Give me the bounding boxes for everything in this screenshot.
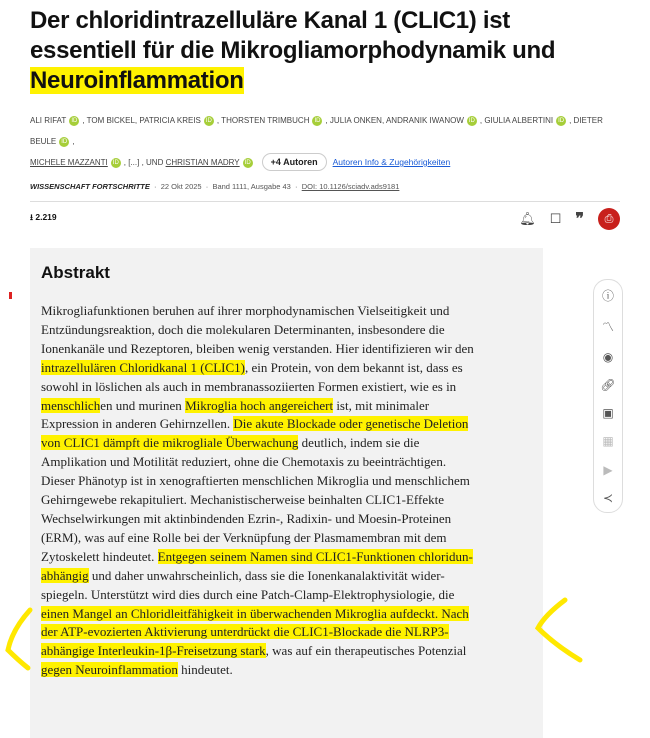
orcid-icon[interactable]: ID xyxy=(468,117,475,124)
bookmark-icon[interactable]: ☐ xyxy=(549,211,562,226)
text-segment: sowohl in löslichen als auch in membranassoziierten Formen existiert, wie es in xyxy=(41,378,457,394)
highlighted-text: Mikroglia hoch angereichert xyxy=(185,397,334,413)
abstract-line xyxy=(41,434,536,453)
abstract-line xyxy=(41,567,536,586)
text-segment: Amplikation und Motilität reduziert, ohne die Chemotaxis zu beeinträchtigen. xyxy=(41,454,447,470)
text-segment: spiegeln. Unterstützt wird dies durch eine Patch-Clamp-Elektrophysiologie, die xyxy=(41,586,455,602)
author[interactable]: , JULIA ONKEN, ANDRANIK IWANOW xyxy=(325,116,464,125)
journal-name[interactable]: WISSENSCHAFT FORTSCHRITTE xyxy=(30,182,150,191)
text-segment: ist, mit minimaler xyxy=(333,397,430,413)
abstract-line xyxy=(41,359,536,378)
table-icon[interactable]: ▦ xyxy=(602,434,614,449)
more-authors-button[interactable]: +4 Autoren xyxy=(262,153,327,171)
pdf-icon[interactable]: ⎙ xyxy=(598,208,620,230)
abstract-section xyxy=(30,248,543,738)
action-row xyxy=(30,206,620,232)
author[interactable]: MICHELE MAZZANTI xyxy=(30,158,108,167)
abstract-line xyxy=(41,472,536,491)
text-segment: , was auf ein therapeutisches Potenzial xyxy=(265,643,467,659)
author[interactable]: , TOM BICKEL, PATRICIA KREIS xyxy=(82,116,201,125)
abstract-heading: Abstrakt xyxy=(41,263,110,282)
text-segment: Wechselwirkungen mit aktinbindenden Ezrin-, Radixin- und Moesin-Proteinen xyxy=(41,510,452,526)
volume-issue: Band 1111, Ausgabe 43 xyxy=(212,182,291,191)
orcid-icon[interactable]: ID xyxy=(61,138,68,145)
highlighted-text: Entgegen seinem Namen sind CLIC1-Funktionen chloridun- xyxy=(157,548,473,564)
title-highlight: Neuroinflammation xyxy=(30,67,244,94)
highlighted-text: einen Mangel an Chloridleitfähigkeit in überwachenden Mikroglia aufdeckt. Nach xyxy=(41,605,469,621)
highlighted-text: der ATP-evozierten Aktivierung unterdrückt die CLIC1-Blockade die NLRP3- xyxy=(41,624,449,640)
article-meta: WISSENSCHAFT FORTSCHRITTE · 22 Okt 2025 · Band 1111, Ausgabe 43 · DOI: 10.1126/sciadv.ads9181 xyxy=(30,182,400,191)
title-text: Der chloridintrazelluläre Kanal 1 (CLIC1) ist essentiell für die Mikrogliamorphodynamik und xyxy=(30,7,556,64)
link-icon[interactable]: 🔗︎ xyxy=(600,377,616,392)
orcid-icon[interactable]: ID xyxy=(112,159,119,166)
text-segment: Zytoskelett hindeutet. xyxy=(41,548,158,564)
abstract-line xyxy=(41,623,536,642)
divider xyxy=(30,201,620,202)
share-icon[interactable]: ≺ xyxy=(602,490,614,505)
author[interactable]: CHRISTIAN MADRY xyxy=(165,158,240,167)
trending-icon[interactable]: 〽 xyxy=(601,320,614,335)
separator: , [...] , UND xyxy=(123,158,166,167)
abstract-line xyxy=(41,510,536,529)
download-icon: ⭳ xyxy=(30,212,33,222)
orcid-icon[interactable]: ID xyxy=(314,117,321,124)
abstract-line xyxy=(41,605,536,624)
orcid-icon[interactable]: ID xyxy=(558,117,565,124)
eye-icon[interactable]: ◉ xyxy=(602,349,614,364)
abstract-line xyxy=(41,491,536,510)
abstract-line xyxy=(41,340,536,359)
author[interactable]: , GIULIA ALBERTINI xyxy=(479,116,554,125)
abstract-line xyxy=(41,453,536,472)
abstract-line xyxy=(41,302,536,321)
text-segment: Expression in anderen Gehirnzellen. xyxy=(41,416,234,432)
publish-date: 22 Okt 2025 xyxy=(160,182,202,191)
highlighted-text: von CLIC1 dämpft die mikrogliale Überwachung xyxy=(41,435,299,451)
text-segment: Mikrogliafunktionen beruhen auf ihrer morphodynamischen Vielseitigkeit und xyxy=(41,303,450,318)
text-segment: deutlich, indem sie die xyxy=(298,435,420,451)
text-segment: , ein Protein, von dem bekannt ist, dass es xyxy=(244,359,463,375)
orcid-icon[interactable]: ID xyxy=(71,117,78,124)
text-segment: Dieser Phänotyp ist in xenograftierten menschlichen Mikroglia und menschlichem xyxy=(41,473,470,489)
download-count xyxy=(30,212,57,226)
author[interactable]: , DIETER BEULE xyxy=(30,116,603,146)
highlighted-text: Die akute Blockade oder genetische Deletion xyxy=(233,416,469,432)
highlighted-text: intrazellulären Chloridkanal 1 (CLIC1) xyxy=(41,359,245,375)
orcid-icon[interactable]: ID xyxy=(205,117,212,124)
abstract-line xyxy=(41,548,536,567)
author[interactable]: ALI RIFAT xyxy=(30,116,67,125)
article-title xyxy=(30,6,620,96)
highlighted-text: gegen Neuroinflammation xyxy=(41,662,178,678)
separator: , xyxy=(72,137,75,146)
text-segment: en und murinen xyxy=(100,397,186,413)
author-list xyxy=(30,110,620,173)
abstract-line xyxy=(41,397,536,416)
abstract-line xyxy=(41,586,536,605)
doi-link[interactable]: DOI: 10.1126/sciadv.ads9181 xyxy=(301,182,400,191)
author[interactable]: , THORSTEN TRIMBUCH xyxy=(216,116,310,125)
abstract-line xyxy=(41,529,536,548)
highlighted-text: menschlich xyxy=(41,397,101,413)
text-segment: und daher unwahrscheinlich, dass sie die Ionenkanalaktivität wider- xyxy=(88,567,445,583)
author-info-link[interactable]: Autoren Info & Zugehörigkeiten xyxy=(332,157,451,167)
highlighted-text: abhängige Interleukin-1β-Freisetzung stark xyxy=(41,643,266,659)
text-segment: Ionenkanäle und Rezeptoren, bleiben wenig verstanden. Hier identifizieren wir den xyxy=(41,340,474,356)
orcid-icon[interactable]: ID xyxy=(244,159,251,166)
abstract-line xyxy=(41,378,536,397)
image-icon[interactable]: ▣ xyxy=(602,406,614,421)
text-segment: (ERM), was auf eine Rolle bei der Verknüpfung der Plasmamembran mit dem xyxy=(41,529,447,545)
abstract-line xyxy=(41,321,536,340)
info-icon[interactable]: ⓘ xyxy=(601,289,614,304)
quote-icon[interactable]: ❞ xyxy=(575,211,584,228)
play-icon[interactable]: ▶ xyxy=(603,462,613,477)
abstract-line xyxy=(41,415,536,434)
text-segment: Entzündungsreaktion, doch die molekularen Determinanten, insbesondere die xyxy=(41,321,445,337)
article-actions xyxy=(519,208,620,230)
abstract-line xyxy=(41,661,536,680)
bell-icon[interactable]: 🔔︎ xyxy=(519,211,536,226)
abstract-text xyxy=(41,302,536,680)
highlighted-text: abhängig xyxy=(41,567,89,583)
side-toolbar xyxy=(593,279,623,513)
download-count-value: 2.219 xyxy=(35,212,57,222)
abstract-line xyxy=(41,642,536,661)
text-segment: hindeutet. xyxy=(177,662,233,678)
text-segment: Gehirngewebe rekapituliert. Mechanistischerweise beinhalten CLIC1-Effekte xyxy=(41,492,444,508)
